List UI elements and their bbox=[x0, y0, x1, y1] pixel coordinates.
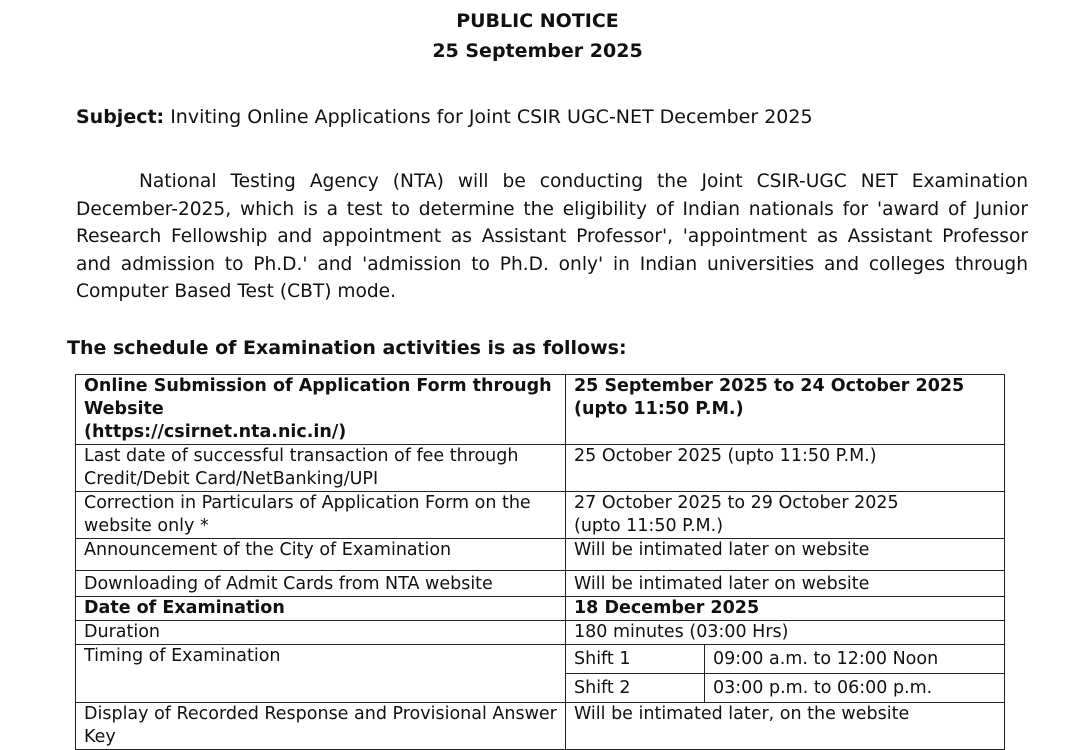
activity-text: Correction in Particulars of Application Form on the bbox=[84, 493, 531, 513]
activity-text: Key bbox=[84, 727, 116, 747]
subject-label: Subject: bbox=[76, 106, 165, 128]
shift-time-cell bbox=[705, 674, 1005, 703]
date-cell bbox=[566, 492, 1005, 539]
subject-line bbox=[76, 104, 813, 130]
date-text: 25 October 2025 (upto 11:50 P.M.) bbox=[574, 446, 877, 466]
table-row bbox=[76, 703, 1005, 750]
subject-text: Inviting Online Applications for Joint CSIR UGC-NET December 2025 bbox=[170, 106, 813, 128]
activity-text: (https://csirnet.nta.nic.in/) bbox=[84, 422, 347, 442]
activity-cell bbox=[76, 597, 566, 621]
date-text: Will be intimated later on website bbox=[574, 540, 870, 560]
activity-cell bbox=[76, 621, 566, 645]
table-row bbox=[76, 539, 1005, 571]
activity-text: Date of Examination bbox=[84, 598, 285, 618]
activity-text: Timing of Examination bbox=[84, 646, 281, 666]
activity-cell bbox=[76, 539, 566, 571]
table-row bbox=[76, 445, 1005, 492]
activity-text: Announcement of the City of Examination bbox=[84, 540, 452, 560]
date-cell bbox=[566, 445, 1005, 492]
shift-label: Shift 1 bbox=[574, 648, 631, 669]
table-row bbox=[76, 621, 1005, 645]
activity-text: Downloading of Admit Cards from NTA website bbox=[84, 574, 493, 594]
schedule-heading: The schedule of Examination activities is as follows: bbox=[67, 337, 627, 359]
date-text: Will be intimated later, on the website bbox=[574, 704, 910, 724]
date-text: 180 minutes (03:00 Hrs) bbox=[574, 622, 789, 642]
notice-title: PUBLIC NOTICE bbox=[456, 10, 619, 32]
shift-label-cell bbox=[566, 674, 705, 703]
date-text: (upto 11:50 P.M.) bbox=[574, 516, 724, 536]
date-text: 27 October 2025 to 29 October 2025 bbox=[574, 493, 899, 513]
shift-time: 09:00 a.m. to 12:00 Noon bbox=[713, 648, 939, 669]
shift-label-cell bbox=[566, 645, 705, 674]
intro-paragraph: National Testing Agency (NTA) will be conducting the Joint CSIR-UGC NET Examination December-2025, which is a test to determine the eligibility of Indian nationals for 'award of Junior Research Fellowship and appointment as Assistant Professor', 'appointment as Assistant Professor and admission to Ph.D.' and 'admission to Ph.D. only' in Indian universities and colleges through Computer Based Test (CBT) mode. bbox=[76, 171, 1028, 303]
activity-cell bbox=[76, 703, 566, 750]
shift-time-cell bbox=[705, 645, 1005, 674]
activity-text: website only * bbox=[84, 516, 209, 536]
shift-time: 03:00 p.m. to 06:00 p.m. bbox=[713, 677, 933, 698]
table-row bbox=[76, 597, 1005, 621]
date-cell bbox=[566, 703, 1005, 750]
activity-cell bbox=[76, 492, 566, 539]
table-row bbox=[76, 492, 1005, 539]
table-row bbox=[76, 375, 1005, 445]
date-text: (upto 11:50 P.M.) bbox=[574, 399, 744, 419]
activity-text: Credit/Debit Card/NetBanking/UPI bbox=[84, 469, 379, 489]
date-cell bbox=[566, 621, 1005, 645]
activity-text: Last date of successful transaction of fee through bbox=[84, 446, 519, 466]
activity-cell bbox=[76, 645, 566, 703]
activity-cell bbox=[76, 375, 566, 445]
date-cell bbox=[566, 375, 1005, 445]
date-text: 18 December 2025 bbox=[574, 598, 760, 618]
date-cell bbox=[566, 597, 1005, 621]
date-text: Will be intimated later on website bbox=[574, 574, 870, 594]
activity-cell bbox=[76, 445, 566, 492]
shift-label: Shift 2 bbox=[574, 677, 631, 698]
activity-text: Online Submission of Application Form through Website bbox=[84, 376, 552, 419]
schedule-table bbox=[75, 374, 1005, 750]
table-row bbox=[76, 571, 1005, 597]
date-cell bbox=[566, 539, 1005, 571]
notice-date: 25 September 2025 bbox=[432, 40, 643, 62]
activity-cell bbox=[76, 571, 566, 597]
date-text: 25 September 2025 to 24 October 2025 bbox=[574, 376, 965, 396]
activity-text: Duration bbox=[84, 622, 161, 642]
date-cell bbox=[566, 571, 1005, 597]
table-row bbox=[76, 645, 1005, 674]
notice-header bbox=[0, 6, 1075, 66]
activity-text: Display of Recorded Response and Provisional Answer bbox=[84, 704, 557, 724]
